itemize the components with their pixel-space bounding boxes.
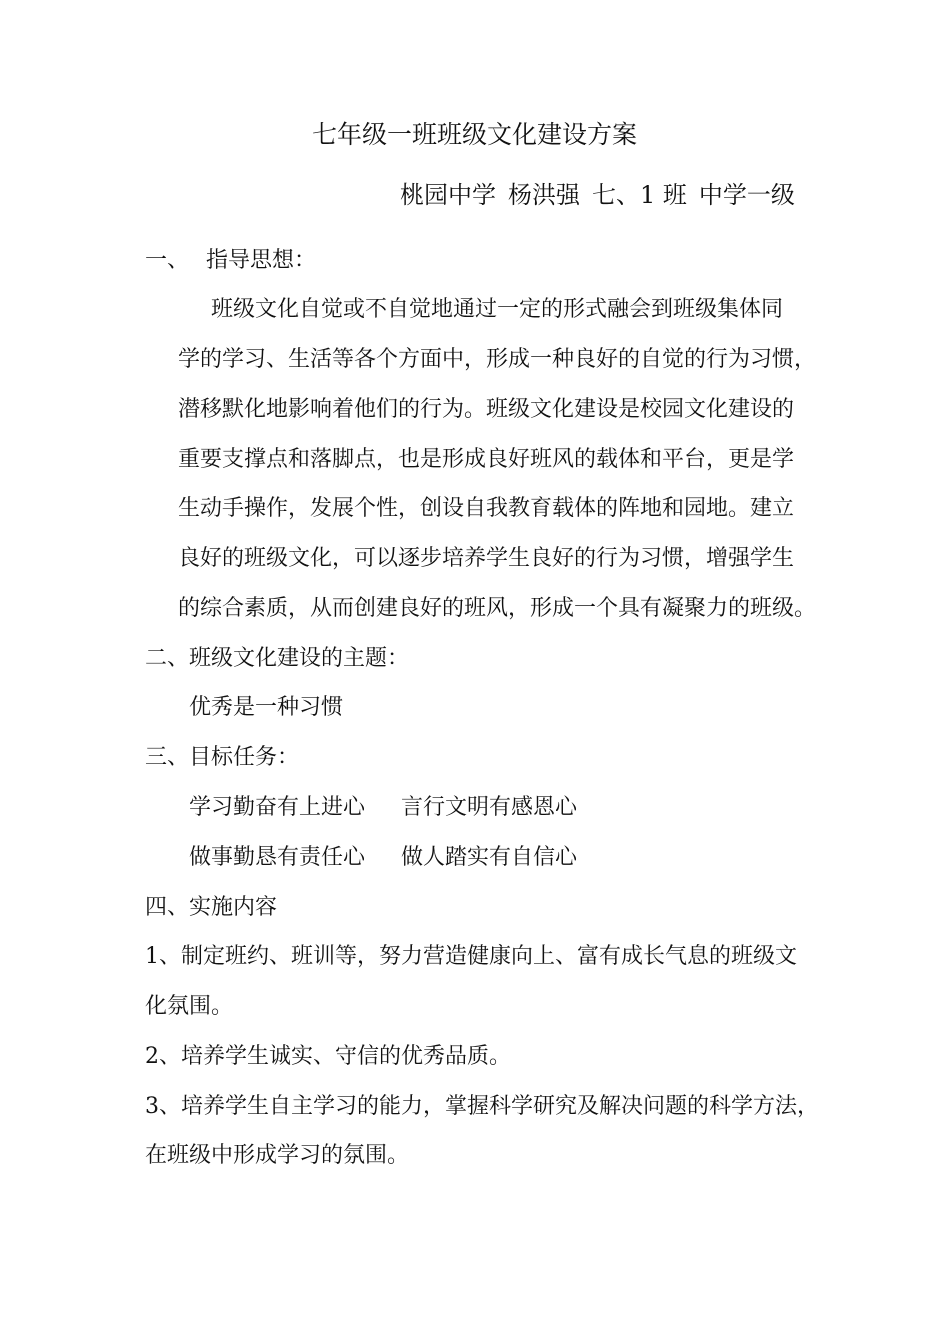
section3-goal: 学习勤奋有上进心 <box>189 795 366 820</box>
section1-paragraph-line: 学的学习、生活等各个方面中，形成一种良好的自觉的行为习惯， <box>178 347 817 372</box>
section1-paragraph-line: 生动手操作，发展个性，创设自我教育载体的阵地和园地。建立 <box>178 496 795 521</box>
section3-goal: 做事勤恳有责任心 <box>189 845 366 870</box>
section1-paragraph-line: 良好的班级文化，可以逐步培养学生良好的行为习惯，增强学生 <box>178 546 795 571</box>
section4-item-line: 2、培养学生诚实、守信的优秀品质。 <box>145 1044 511 1069</box>
section4-heading: 四、实施内容 <box>145 895 278 920</box>
section4-item-line: 1、制定班约、班训等，努力营造健康向上、富有成长气息的班级文 <box>145 944 797 969</box>
section1-heading: 指导思想： <box>206 248 317 273</box>
section3-goal: 做人踏实有自信心 <box>401 845 578 870</box>
section2-theme: 优秀是一种习惯 <box>189 695 344 720</box>
section1-paragraph-line: 重要支撑点和落脚点，也是形成良好班风的载体和平台，更是学 <box>178 447 795 472</box>
byline-class: 七、1 班 <box>592 181 687 209</box>
section1-paragraph-line: 的综合素质，从而创建良好的班风，形成一个具有凝聚力的班级。 <box>178 596 817 621</box>
section1-paragraph-line: 班级文化自觉或不自觉地通过一定的形式融会到班级集体同 <box>211 297 784 322</box>
section3-heading: 三、目标任务： <box>145 745 300 770</box>
byline-rank: 中学一级 <box>698 181 795 209</box>
section1-paragraph-line: 潜移默化地影响着他们的行为。班级文化建设是校园文化建设的 <box>178 397 795 422</box>
section4-item-line: 3、培养学生自主学习的能力，掌握科学研究及解决问题的科学方法， <box>145 1094 819 1119</box>
document-title: 七年级一班班级文化建设方案 <box>312 120 638 149</box>
section4-item-line: 在班级中形成学习的氛围。 <box>145 1143 410 1168</box>
section1-number: 一、 <box>145 248 190 273</box>
section2-heading: 二、班级文化建设的主题： <box>145 646 410 671</box>
byline-author: 杨洪强 <box>508 181 580 209</box>
byline-school: 桃园中学 <box>400 181 496 209</box>
section3-goal: 言行文明有感恩心 <box>401 795 578 820</box>
section4-item-line: 化氛围。 <box>145 994 234 1019</box>
document-byline <box>400 178 795 212</box>
